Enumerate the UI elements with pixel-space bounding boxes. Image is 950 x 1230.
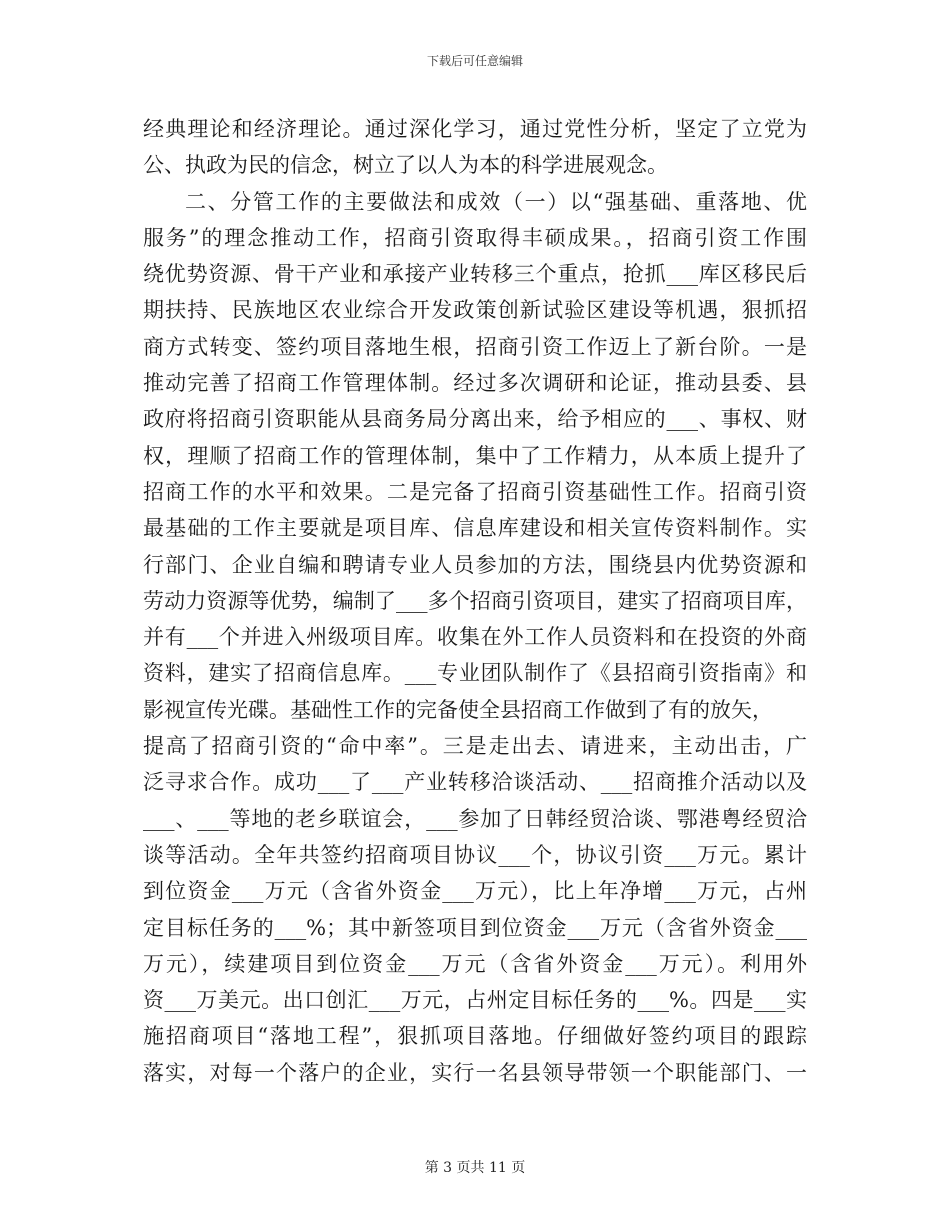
text-line: 谈等活动。全年共签约招商项目协议___个，协议引资___万元。累计 (143, 842, 807, 867)
text-line: 资料，建实了招商信息库。___专业团队制作了《县招商引资指南》和 (143, 661, 807, 686)
text-line: 公、执政为民的信念，树立了以人为本的科学进展观念。 (143, 153, 668, 178)
text-line: 最基础的工作主要就是项目库、信息库建设和相关宣传资料制作。实 (143, 516, 807, 541)
document-body (143, 111, 807, 1091)
text-line: 资___万美元。出口创汇___万元，占州定目标任务的___%。四是___实 (143, 988, 807, 1013)
text-line: 提高了招商引资的“命中率”。三是走出去、请进来，主动出击，广 (143, 734, 807, 759)
text-line: 泛寻求合作。成功___了___产业转移洽谈活动、___招商推介活动以及 (143, 770, 807, 795)
text-line: 定目标任务的___%；其中新签项目到位资金___万元（含省外资金___ (143, 915, 807, 940)
text-line: 万元），续建项目到位资金___万元（含省外资金___万元）。利用外 (143, 951, 807, 976)
text-line: 服务”的理念推动工作，招商引资取得丰硕成果。，招商引资工作围 (143, 225, 807, 250)
text-line: ___、___等地的老乡联谊会，___参加了日韩经贸洽谈、鄂港粤经贸洽 (143, 806, 807, 831)
text-line: 权，理顺了招商工作的管理体制，集中了工作精力，从本质上提升了 (143, 443, 807, 468)
text-line: 绕优势资源、骨干产业和承接产业转移三个重点，抢抓___库区移民后 (143, 262, 807, 287)
text-line: 期扶持、民族地区农业综合开发政策创新试验区建设等机遇，狠抓招 (143, 298, 807, 323)
text-line: 商方式转变、签约项目落地生根，招商引资工作迈上了新台阶。一是 (143, 334, 807, 359)
text-line: 劳动力资源等优势，编制了___多个招商引资项目，建实了招商项目库， (143, 588, 807, 613)
text-line: 推动完善了招商工作管理体制。经过多次调研和论证，推动县委、县 (143, 371, 807, 396)
text-line: 政府将招商引资职能从县商务局分离出来，给予相应的___、事权、财 (143, 407, 807, 432)
text-line: 招商工作的水平和效果。二是完备了招商引资基础性工作。招商引资 (143, 479, 807, 504)
page-number: 第 3 页共 11 页 (424, 1160, 526, 1176)
text-line: 落实，对每一个落户的企业，实行一名县领导带领一个职能部门、一 (143, 1060, 807, 1085)
text-line: 行部门、企业自编和聘请专业人员参加的方法，围绕县内优势资源和 (143, 552, 807, 577)
text-line: 影视宣传光碟。基础性工作的完备使全县招商工作做到了有的放矢， (143, 697, 773, 722)
text-line: 并有___个并进入州级项目库。收集在外工作人员资料和在投资的外商 (143, 625, 807, 650)
page-header-note: 下载后可任意编辑 (426, 54, 523, 68)
text-line: 施招商项目“落地工程”，狠抓项目落地。仔细做好签约项目的跟踪 (143, 1024, 807, 1049)
text-line: 二、分管工作的主要做法和成效（一）以“强基础、重落地、优 (185, 189, 807, 214)
text-line: 经典理论和经济理论。通过深化学习，通过党性分析，坚定了立党为 (143, 117, 807, 141)
text-line: 到位资金___万元（含省外资金___万元），比上年净增___万元，占州 (143, 879, 807, 904)
